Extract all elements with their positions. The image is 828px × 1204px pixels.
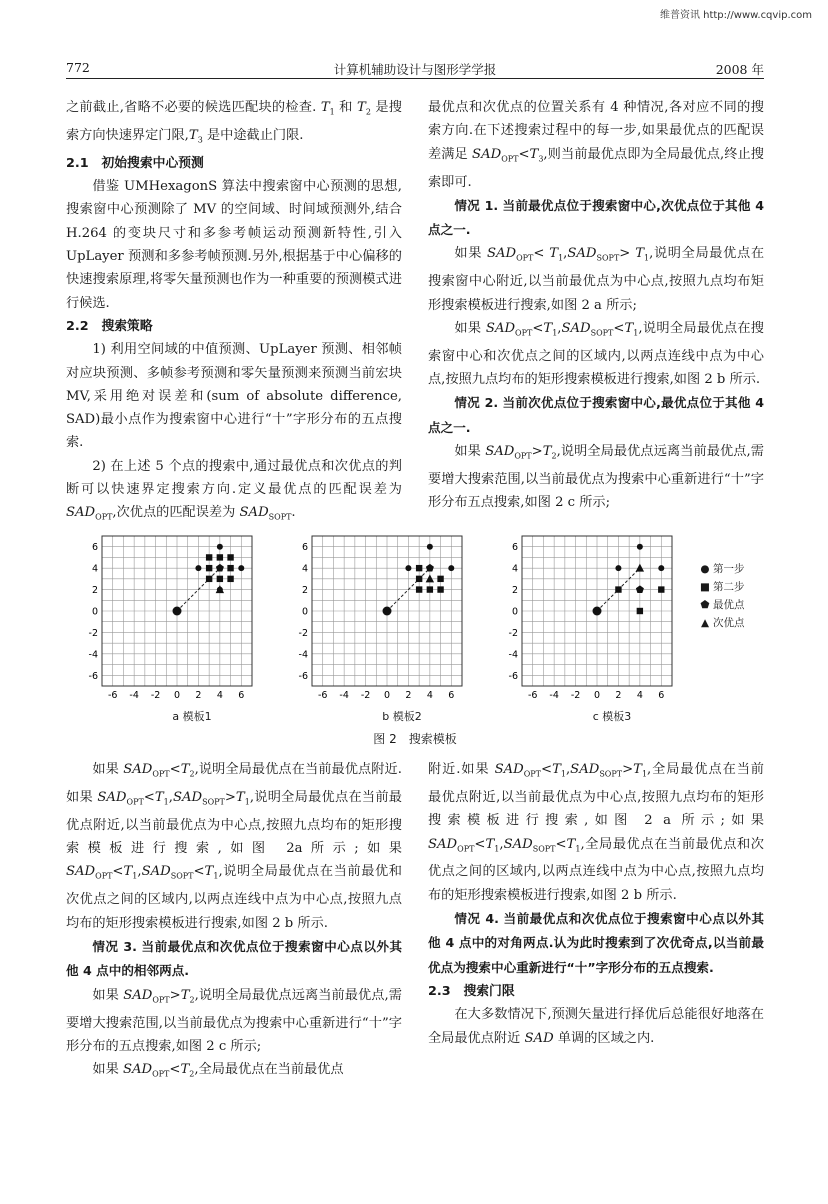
start-point [173, 607, 182, 616]
y-tick-label: -4 [298, 649, 308, 661]
second-step-point [227, 576, 233, 582]
second-step-point [206, 576, 212, 582]
x-tick-label: 4 [216, 690, 223, 701]
second-step-point [217, 576, 223, 582]
y-tick-label: 6 [511, 542, 518, 554]
first-step-point [427, 544, 433, 550]
paragraph: 如果 $SAD_{OPT}<T_2$,全局最优点在当前最优点 [92, 1062, 344, 1079]
first-step-point [405, 565, 411, 571]
column-upper-left [66, 96, 402, 529]
y-tick-label: 4 [511, 563, 518, 575]
paragraph: 2) 在上述 5 个点的搜索中,通过最优点和次优点的判断可以快速界定搜索方向.定义最优点的匹配误差为 $SAD_{OPT}$,次优点的匹配误差为 $SAD_{SOPT}$. [66, 458, 402, 522]
running-header [66, 60, 764, 79]
figure-2 [66, 532, 764, 752]
column-lower-right [428, 758, 764, 1050]
paragraph: 在大多数情况下,预测矢量进行择优后总能很好地落在全局最优点附近 SAD 单调的区域之内. [428, 1007, 764, 1046]
y-tick-label: 2 [301, 585, 308, 597]
chart-legend [700, 560, 745, 632]
journal-year: 2008 年 [715, 62, 764, 77]
x-tick-label: 6 [238, 690, 245, 701]
journal-title: 计算机辅助设计与图形学学报 [333, 62, 497, 77]
paragraph: 借鉴 UMHexagonS 算法中搜索窗中心预测的思想,搜索窗中心预测除了 MV 的空间域、时间域预测外,结合 H.264 的变块尺寸和多参考帧运动预测新特性,引入 UpLayer 预测和多参考帧预测.另外,根据基于中心偏移的快速搜索原理,将零矢量预测也作为一种重要的预测模式进行候选. [66, 179, 402, 311]
x-tick-label: -4 [339, 690, 349, 701]
second-step-point [416, 565, 422, 571]
start-point [593, 607, 602, 616]
section-heading-2-3: 2.3 搜索门限 [428, 983, 515, 999]
page-number: 772 [66, 60, 90, 75]
second-step-point [217, 554, 223, 560]
second-step-point [637, 608, 643, 614]
legend-item: ■ 第二步 [700, 581, 745, 593]
first-step-point [217, 544, 223, 550]
y-tick-label: -6 [298, 670, 308, 682]
y-tick-label: -6 [88, 670, 98, 682]
chart-template-1 [70, 532, 270, 708]
paragraph: 之前截止,省略不必要的候选匹配块的检查. $T_1$ 和 $T_2$ 是搜索方向快速界定门限$,T_3$ 是中途截止门限. [66, 100, 402, 145]
paragraph: 如果 $SAD_{OPT}<T_1,SAD_{SOPT}<T_1$,说明全局最优点在搜索窗中心和次优点之间的区域内,以两点连线中点为中心点,按照九点均布的矩形搜索模板进行搜索,如图 2 b 所示. [428, 320, 764, 388]
y-tick-label: -2 [88, 627, 98, 639]
y-tick-label: -2 [298, 627, 308, 639]
y-tick-label: -4 [508, 649, 518, 661]
y-tick-label: 2 [511, 585, 518, 597]
second-step-point [437, 576, 443, 582]
second-step-point [206, 565, 212, 571]
first-step-point [238, 565, 244, 571]
subcaption-a: a 模板1 [172, 710, 212, 723]
y-tick-label: 0 [91, 606, 98, 618]
x-tick-label: -2 [150, 690, 161, 701]
x-tick-label: 2 [615, 690, 622, 701]
paragraph: 最优点和次优点的位置关系有 4 种情况,各对应不同的搜索方向.在下述搜索过程中的每一步,如果最优点的匹配误差满足 $SAD_{OPT}<T_3$,则当前最优点即为全局最优点,终止搜索即可. [428, 100, 764, 190]
subcaption-b: b 模板2 [382, 710, 422, 723]
second-step-point [227, 565, 233, 571]
x-tick-label: -4 [129, 690, 139, 701]
x-tick-label: 4 [636, 690, 643, 701]
paragraph: 情况 1. 当前最优点位于搜索窗中心,次优点位于其他 4 点之一. [428, 197, 764, 238]
second-step-point [416, 576, 422, 582]
first-step-point [195, 565, 201, 571]
x-tick-label: 0 [383, 690, 391, 701]
x-tick-label: 2 [195, 690, 202, 701]
first-step-point [615, 565, 621, 571]
x-tick-label: -2 [570, 690, 581, 701]
second-step-point [437, 586, 443, 592]
second-step-point [658, 586, 664, 592]
column-lower-left [66, 758, 402, 1086]
second-step-point [615, 586, 621, 592]
x-tick-label: 6 [658, 690, 665, 701]
second-best-point [426, 574, 434, 582]
second-step-point [227, 554, 233, 560]
x-tick-label: 0 [173, 690, 181, 701]
x-tick-label: -6 [527, 690, 538, 701]
x-tick-label: 6 [448, 690, 455, 701]
legend-item: ▲ 次优点 [700, 617, 745, 629]
y-tick-label: 2 [91, 585, 98, 597]
second-step-point [206, 554, 212, 560]
y-tick-label: 4 [91, 563, 98, 575]
best-point [216, 564, 224, 572]
y-tick-label: -2 [508, 627, 518, 639]
y-tick-label: 0 [301, 606, 308, 618]
first-step-point [448, 565, 454, 571]
y-tick-label: -6 [508, 670, 518, 682]
x-tick-label: 4 [426, 690, 433, 701]
section-heading-2-1: 2.1 初始搜索中心预测 [66, 155, 204, 171]
paragraph: 如果 $SAD_{OPT}>T_2$,说明全局最优点远离当前最优点,需要增大搜索范围,以当前最优点为搜索中心重新进行“十”字形分布的五点搜索,如图 2 c 所示; [66, 987, 402, 1054]
figure-caption: 图 2 搜索模板 [373, 732, 457, 746]
first-step-point [637, 544, 643, 550]
x-tick-label: -6 [107, 690, 118, 701]
section-heading-2-2: 2.2 搜索策略 [66, 318, 153, 334]
first-step-point [658, 565, 664, 571]
chart-template-3 [490, 532, 690, 708]
y-tick-label: 6 [301, 542, 308, 554]
paragraph: 如果 $SAD_{OPT}<T_2$,说明全局最优点在当前最优点附近.如果 $SAD_{OPT}<T_1,SAD_{SOPT}>T_1$,说明全局最优点在当前最优点附近,以当前最优点为中心点,按照九点均布的矩形搜索模板进行搜索,如图 2a所示;如果 $SAD_{OPT}<T_1,SAD_{SOPT}<T_1$,说明全局最优点在当前最优和次优点之间的区域内,以两点连线中点为中心点,按照九点均布的矩形搜索模板进行搜索,如图 2 b 所示. [66, 762, 402, 931]
paragraph: 如果 $SAD_{OPT}< T_1,SAD_{SOPT}> T_1$,说明全局最优点在搜索窗中心附近,以当前最优点为中心点,按照九点均布矩形搜索模板进行搜索,如图 2 a 所示; [428, 246, 765, 313]
y-tick-label: -4 [88, 649, 98, 661]
watermark: 维普资讯 http://www.cqvip.com [659, 10, 812, 21]
y-tick-label: 0 [511, 606, 518, 618]
best-point [636, 585, 644, 593]
legend-item: ⬟ 最优点 [700, 599, 745, 611]
paragraph: 情况 4. 当前最优点和次优点位于搜索窗中心点以外其他 4 点中的对角两点.认为此时搜索到了次优奇点,以当前最优点为搜索中心重新进行“十”字形分布的五点搜索. [428, 911, 765, 975]
start-point [383, 607, 392, 616]
x-tick-label: 0 [593, 690, 601, 701]
paragraph: 如果 $SAD_{OPT}>T_2$,说明全局最优点远离当前最优点,需要增大搜索范围,以当前最优点为搜索中心重新进行“十”字形分布五点搜索,如图 2 c 所示; [428, 444, 764, 511]
column-upper-right [428, 96, 764, 515]
x-tick-label: -6 [317, 690, 328, 701]
best-point [426, 564, 434, 572]
second-best-point [636, 564, 644, 572]
paragraph: 情况 2. 当前次优点位于搜索窗中心,最优点位于其他 4 点之一. [428, 395, 764, 435]
x-tick-label: 2 [405, 690, 412, 701]
y-tick-label: 4 [301, 563, 308, 575]
paragraph: 1) 利用空间域的中值预测、UpLayer 预测、相邻帧对应块预测、多帧参考预测和零矢量预测来预测当前宏块 MV,采用绝对误差和(sum of absolute difference, SAD)最小点作为搜索窗中心进行“十”字形分布的五点搜索. [66, 342, 402, 451]
y-tick-label: 6 [91, 542, 98, 554]
second-step-point [416, 586, 422, 592]
subcaption-c: c 模板3 [592, 710, 632, 723]
paragraph: 情况 3. 当前最优点和次优点位于搜索窗中心点以外其他 4 点中的相邻两点. [66, 939, 403, 979]
x-tick-label: -4 [549, 690, 559, 701]
paragraph: 附近.如果 $SAD_{OPT}<T_1,SAD_{SOPT}>T_1$,全局最优点在当前最优点附近,以当前最优点为中心点,按照九点均布的矩形搜索模板进行搜索,如图 2 a 所示;如果 $SAD_{OPT}<T_1,SAD_{SOPT}<T_1$,全局最优点在当前最优点和次优点之间的区域内,以两点连线中点为中心点,按照九点均布的矩形搜索模板进行搜索,如图 2 b 所示. [428, 762, 764, 903]
chart-template-2 [280, 532, 480, 708]
second-step-point [427, 586, 433, 592]
x-tick-label: -2 [360, 690, 371, 701]
legend-item: ● 第一步 [700, 563, 745, 575]
